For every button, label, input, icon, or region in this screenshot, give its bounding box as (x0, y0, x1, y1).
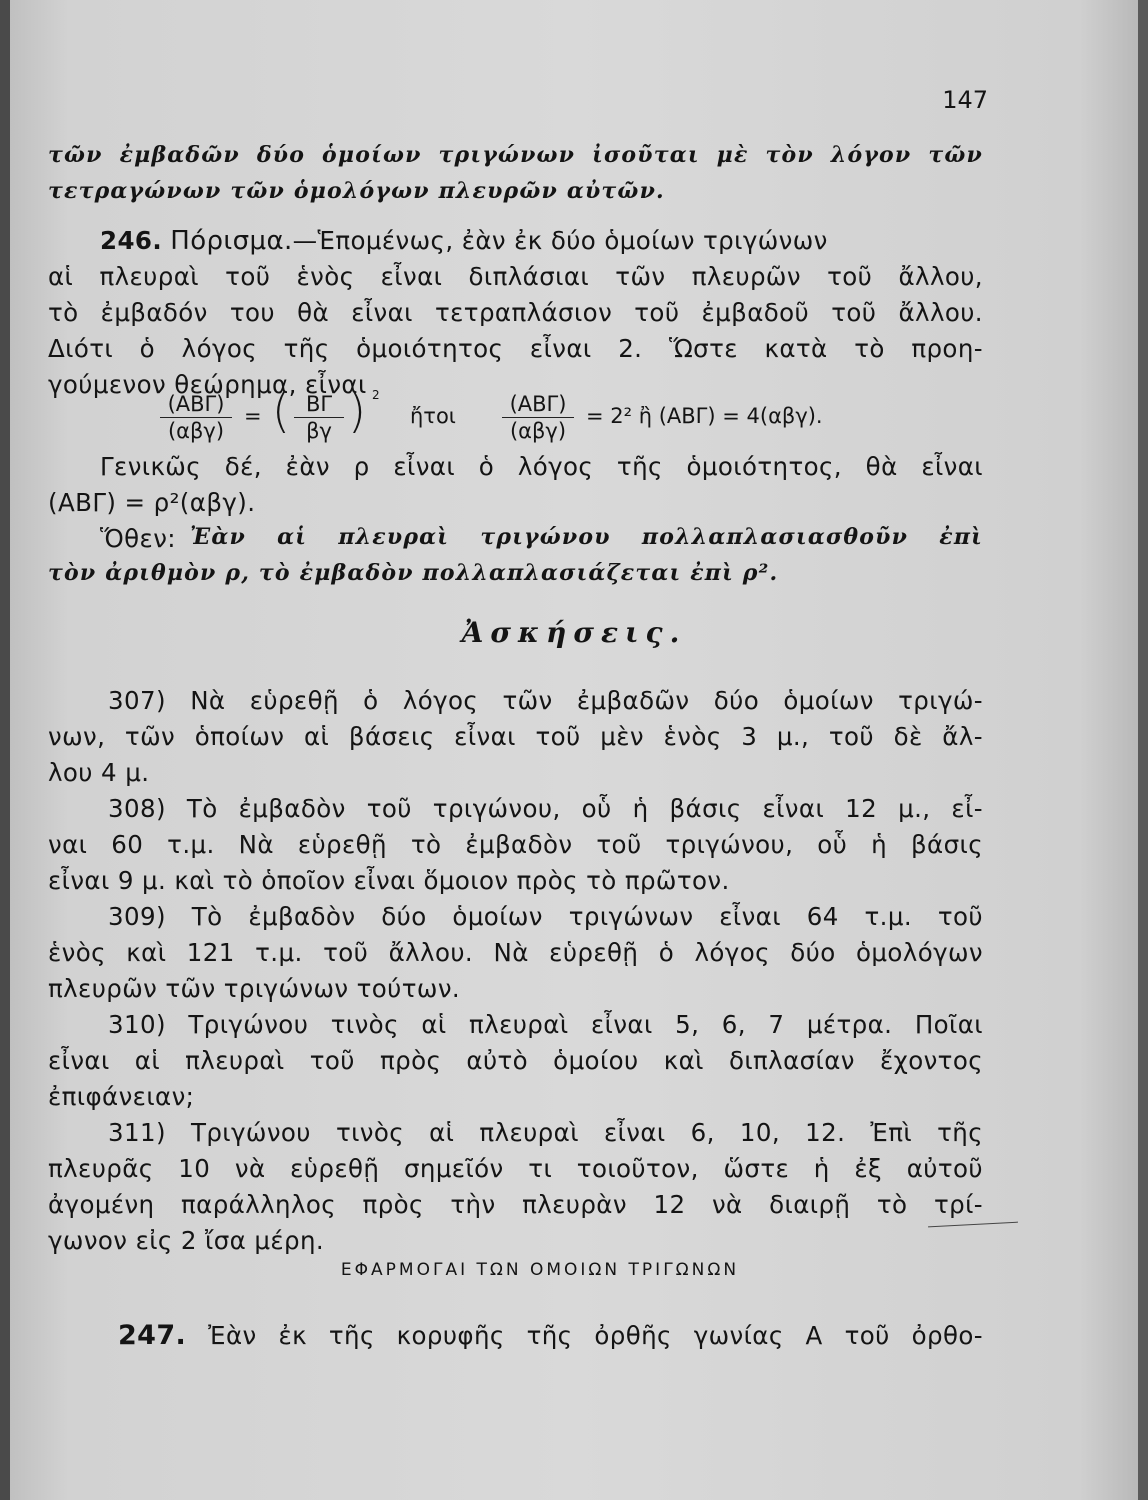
exercise-310-line-3: ἐπιφάνειαν; (48, 1082, 195, 1111)
fraction-1-denominator: (αβγ) (167, 419, 225, 443)
porisma-line-1: —Ἑπομένως, ἐὰν ἐκ δύο ὁμοίων τριγώνων (292, 226, 828, 255)
conclusion-lead: Ὅθεν: (100, 524, 176, 553)
formula-fraction-3 (502, 392, 574, 443)
theorem-line-1: τῶν ἐμβαδῶν δύο ὁμοίων τριγώνων ἰσοῦται μὲ τὸν λόγον τῶν (48, 142, 983, 168)
conclusion-statement-2: τὸν ἀριθμὸν ρ, τὸ ἐμβαδὸν πολλαπλασιάζεται ἐπὶ ρ². (48, 560, 779, 586)
fraction-1-numerator: (ΑΒΓ) (167, 392, 225, 416)
exercise-311-line-1: 311) Τριγώνου τινὸς αἱ πλευραὶ εἶναι 6, 10, 12. Ἐπὶ τῆς (108, 1118, 983, 1147)
porisma-number: 246. (100, 226, 163, 255)
item-247-line (118, 1320, 983, 1351)
formula-exponent: 2 (372, 388, 380, 402)
general-line-1: Γενικῶς δέ, ἐὰν ρ εἶναι ὁ λόγος τῆς ὁμοιότητος, θὰ εἶναι (100, 452, 983, 481)
exercise-307-line-2: νων, τῶν ὁποίων αἱ βάσεις εἶναι τοῦ μὲν ἑνὸς 3 μ., τοῦ δὲ ἄλ- (48, 722, 983, 751)
porisma-first-line (100, 226, 983, 256)
theorem-line-2: τετραγώνων τῶν ὁμολόγων πλευρῶν αὐτῶν. (48, 178, 665, 204)
general-line-2: (ΑΒΓ) = ρ²(αβγ). (48, 488, 256, 517)
exercises-heading: Ἀσκήσεις. (461, 616, 687, 649)
formula-htoi: ἤτοι (410, 404, 456, 428)
formula-fraction-1 (160, 392, 232, 443)
exercise-307-line-1: 307) Νὰ εὑρεθῇ ὁ λόγος τῶν ἐμβαδῶν δύο ὁμοίων τριγώ- (108, 686, 983, 715)
exercise-307-line-3: λου 4 μ. (48, 758, 150, 787)
exercise-309-line-2: ἑνὸς καὶ 121 τ.μ. τοῦ ἄλλου. Νὰ εὑρεθῇ ὁ λόγος δύο ὁμολόγων (48, 938, 983, 967)
fraction-2-numerator: ΒΓ (305, 392, 333, 416)
formula-left-paren: ( (272, 384, 290, 438)
porisma-line-5: γούμενον θεώρημα, εἶναι (48, 370, 367, 399)
formula-tail: = 2² ἢ (ΑΒΓ) = 4(αβγ). (586, 404, 823, 428)
formula-right-paren: ) (348, 384, 366, 438)
formula-fraction-2 (294, 392, 344, 443)
porisma-line-2: αἱ πλευραὶ τοῦ ἑνὸς εἶναι διπλάσιαι τῶν πλευρῶν τοῦ ἄλλου, (48, 262, 983, 291)
item-247-text: Ἐὰν ἐκ τῆς κορυφῆς τῆς ὀρθῆς γωνίας Α τοῦ ὀρθο- (208, 1321, 983, 1350)
exercise-310-line-1: 310) Τριγώνου τινὸς αἱ πλευραὶ εἶναι 5, 6, 7 μέτρα. Ποῖαι (108, 1010, 983, 1039)
exercise-308-line-2: ναι 60 τ.μ. Νὰ εὑρεθῇ τὸ ἐμβαδὸν τοῦ τριγώνου, οὗ ἡ βάσις (48, 830, 983, 859)
porisma-line-3: τὸ ἐμβαδόν του θὰ εἶναι τετραπλάσιον τοῦ ἐμβαδοῦ τοῦ ἄλλου. (48, 298, 983, 327)
fraction-3-numerator: (ΑΒΓ) (509, 392, 567, 416)
exercise-311-line-2: πλευρᾶς 10 νὰ εὑρεθῇ σημεῖόν τι τοιοῦτον, ὥστε ἡ ἐξ αὐτοῦ (48, 1154, 983, 1183)
fraction-3-denominator: (αβγ) (509, 419, 567, 443)
section-title: ΕΦΑΡΜΟΓΑΙ ΤΩΝ ΟΜΟΙΩΝ ΤΡΙΓΩΝΩΝ (340, 1260, 740, 1280)
conclusion-line-1 (100, 524, 983, 553)
exercise-311-line-3: ἀγομένη παράλληλος πρὸς τὴν πλευρὰν 12 νὰ διαιρῇ τὸ τρί- (48, 1190, 983, 1219)
formula-equals-1: = (244, 404, 262, 428)
porisma-line-4: Διότι ὁ λόγος τῆς ὁμοιότητος εἶναι 2. Ὥστε κατὰ τὸ προη- (48, 334, 983, 363)
porisma-title: Πόρισμα. (170, 226, 293, 256)
formula (160, 384, 960, 448)
fraction-2-denominator: βγ (306, 419, 332, 443)
exercise-309-line-3: πλευρῶν τῶν τριγώνων τούτων. (48, 974, 461, 1003)
exercise-310-line-2: εἶναι αἱ πλευραὶ τοῦ πρὸς αὐτὸ ὁμοίου καὶ διπλασίαν ἔχοντος (48, 1046, 983, 1075)
exercise-309-line-1: 309) Τὸ ἐμβαδὸν δύο ὁμοίων τριγώνων εἶναι 64 τ.μ. τοῦ (108, 902, 983, 931)
page-number: 147 (942, 86, 988, 114)
exercise-308-line-3: εἶναι 9 μ. καὶ τὸ ὁποῖον εἶναι ὅμοιον πρὸς τὸ πρῶτον. (48, 866, 730, 895)
page-edge-right (1138, 0, 1148, 1500)
exercise-308-line-1: 308) Τὸ ἐμβαδὸν τοῦ τριγώνου, οὗ ἡ βάσις εἶναι 12 μ., εἶ- (108, 794, 983, 823)
conclusion-statement-1: Ἐὰν αἱ πλευραὶ τριγώνου πολλαπλασιασθοῦν ἐπὶ (189, 524, 983, 550)
exercise-311-line-4: γωνον εἰς 2 ἴσα μέρη. (48, 1226, 325, 1255)
item-247-number: 247. (118, 1320, 187, 1351)
